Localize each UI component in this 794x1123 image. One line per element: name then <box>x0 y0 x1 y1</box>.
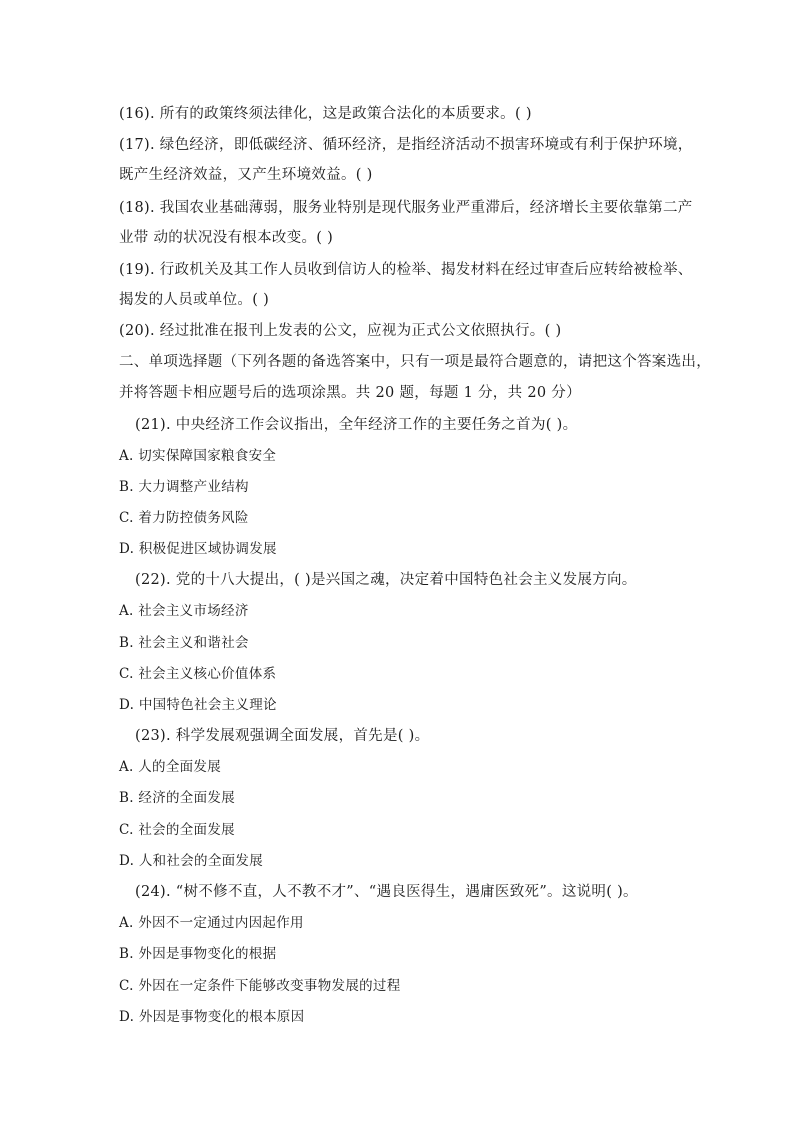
question-21-option-c: C. 着力防控债务风险 <box>119 510 249 526</box>
question-18-line-1: (18). 我国农业基础薄弱，服务业特别是现代服务业严重滞后，经济增长主要依靠第二产 <box>119 200 693 216</box>
question-23-stem: (23). 科学发展观强调全面发展，首先是( )。 <box>135 728 430 744</box>
question-24-stem: (24). “树不修不直，人不教不才”、“遇良医得生，遇庸医致死”。这说明( )。 <box>135 884 638 900</box>
question-23-option-c: C. 社会的全面发展 <box>119 822 235 838</box>
question-18-line-2: 业带 动的状况没有根本改变。( ) <box>119 230 334 246</box>
question-21-option-b: B. 大力调整产业结构 <box>119 479 249 495</box>
question-24-option-a: A. 外因不一定通过内因起作用 <box>119 915 304 931</box>
question-21-stem: (21). 中央经济工作会议指出，全年经济工作的主要任务之首为( )。 <box>135 417 578 433</box>
question-19-line-1: (19). 行政机关及其工作人员收到信访人的检举、揭发材料在经过审查后应转给被检举、 <box>119 262 693 278</box>
question-20: (20). 经过批准在报刊上发表的公文，应视为正式公文依照执行。( ) <box>119 323 562 339</box>
question-23-option-a: A. 人的全面发展 <box>119 759 222 775</box>
question-22-option-a: A. 社会主义市场经济 <box>119 603 249 619</box>
question-24-option-c: C. 外因在一定条件下能够改变事物发展的过程 <box>119 978 401 994</box>
question-22-option-d: D. 中国特色社会主义理论 <box>119 697 277 713</box>
question-17-line-2: 既产生经济效益，又产生环境效益。( ) <box>119 167 373 183</box>
question-21-option-a: A. 切实保障国家粮食安全 <box>119 448 277 464</box>
question-22-option-c: C. 社会主义核心价值体系 <box>119 666 277 682</box>
question-16: (16). 所有的政策终须法律化，这是政策合法化的本质要求。( ) <box>119 106 532 122</box>
question-22-stem: (22). 党的十八大提出，( )是兴国之魂，决定着中国特色社会主义发展方向。 <box>135 572 637 588</box>
question-23-option-d: D. 人和社会的全面发展 <box>119 853 264 869</box>
question-19-line-2: 揭发的人员或单位。( ) <box>119 292 270 308</box>
question-24-option-b: B. 外因是事物变化的根据 <box>119 946 277 962</box>
question-21-option-d: D. 积极促进区域协调发展 <box>119 541 277 557</box>
question-17-line-1: (17). 绿色经济，即低碳经济、循环经济，是指经济活动不损害环境或有利于保护环境， <box>119 137 693 153</box>
section-2-heading-line-2: 并将答题卡相应题号后的选项涂黑。共 20 题，每题 1 分，共 20 分） <box>119 385 581 401</box>
question-23-option-b: B. 经济的全面发展 <box>119 790 236 806</box>
section-2-heading-line-1: 二、单项选择题（下列各题的备选答案中，只有一项是最符合题意的，请把这个答案选出， <box>119 354 711 370</box>
question-24-option-d: D. 外因是事物变化的根本原因 <box>119 1009 305 1025</box>
question-22-option-b: B. 社会主义和谐社会 <box>119 635 249 651</box>
